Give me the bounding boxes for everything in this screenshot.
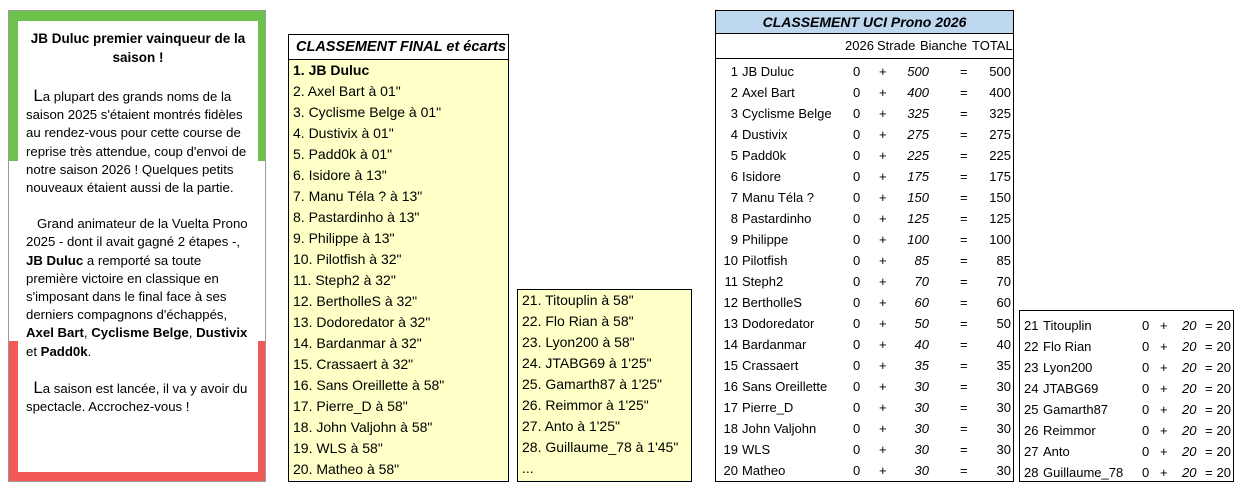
uci-cell-plus: + (879, 232, 887, 247)
final-ranking-row: 28. Guillaume_78 à 1'45" (522, 439, 679, 455)
uci-row (1020, 357, 1233, 378)
uci-cell-plus: + (1160, 402, 1168, 417)
uci-title: CLASSEMENT UCI Prono 2026 (716, 11, 1013, 34)
uci-cell-pts: 20 (1182, 339, 1197, 354)
uci-row (716, 376, 1013, 397)
uci-cell-eq: = (1205, 444, 1213, 459)
uci-row (716, 61, 1013, 82)
uci-cell-name: Gamarth87 (1043, 402, 1109, 417)
uci-cell-plus: + (1160, 318, 1168, 333)
uci-cell-rank: 28 (1024, 465, 1039, 480)
uci-cell-total: 20 (1216, 402, 1231, 417)
uci-cell-pts: 275 (907, 127, 929, 142)
final-ranking-row: 21. Titouplin à 58" (522, 292, 634, 308)
p2-name-dustivix: Dustivix (196, 325, 248, 341)
uci-cell-eq: = (1205, 360, 1213, 375)
p2-text-g: , (188, 325, 197, 341)
uci-cell-name: Reimmor (1043, 423, 1096, 438)
final-ranking-row: 6. Isidore à 13" (293, 167, 387, 183)
uci-cell-total: 35 (996, 358, 1011, 373)
uci-cell-total: 20 (1216, 339, 1231, 354)
uci-cell-name: Axel Bart (742, 85, 795, 100)
final-ranking-row: 12. BertholleS à 32" (293, 293, 418, 309)
uci-cell-rank: 14 (723, 337, 738, 352)
uci-cell-rank: 16 (723, 379, 738, 394)
uci-cell-name: JTABG69 (1043, 381, 1099, 396)
uci-cell-rank: 19 (723, 442, 738, 457)
uci-row (1020, 315, 1233, 336)
uci-cell-eq: = (1205, 339, 1213, 354)
uci-cell-plus: + (1160, 381, 1168, 396)
col-2026: 2026 (845, 38, 874, 53)
uci-row (716, 418, 1013, 439)
uci-cell-name: Sans Oreillette (742, 379, 828, 394)
uci-cell-name: Pastardinho (742, 211, 812, 226)
final-ranking-row: 11. Steph2 à 32" (293, 272, 396, 288)
final-ranking-row: 4. Dustivix à 01" (293, 125, 394, 141)
uci-row (716, 397, 1013, 418)
final-ranking-row: 9. Philippe à 13" (293, 230, 395, 246)
p2-text-i: et (26, 343, 41, 359)
final-ranking-row: 5. Padd0k à 01" (293, 146, 393, 162)
uci-cell-y: 0 (1142, 339, 1150, 354)
uci-cell-eq: = (960, 274, 968, 289)
story-paragraph-1-text: a plupart des grands noms de la saison 2025 s'étaient montrés fidèles au rendez-vous pour cette course de reprise très attendue, coup d'envoi de notre saison 2026 ! Quelques petits nouveaux étaient aussi de la partie. (26, 89, 247, 196)
p2-name-belge: Cyclisme Belge (91, 325, 189, 341)
uci-cell-name: Flo Rian (1043, 339, 1092, 354)
p2-name-padd0k: Padd0k (40, 343, 88, 359)
uci-cell-name: Guillaume_78 (1043, 465, 1124, 480)
uci-cell-pts: 20 (1182, 402, 1197, 417)
uci-cell-total: 275 (989, 127, 1011, 142)
final-ranking-row: 19. WLS à 58" (293, 440, 383, 456)
uci-cell-total: 40 (996, 337, 1011, 352)
col-bianche: Bianche (920, 38, 967, 53)
uci-cell-pts: 125 (907, 211, 929, 226)
uci-cell-total: 125 (989, 211, 1011, 226)
uci-cell-total: 30 (996, 421, 1011, 436)
uci-row (716, 208, 1013, 229)
uci-row (716, 313, 1013, 334)
uci-cell-total: 500 (989, 64, 1011, 79)
uci-row (716, 271, 1013, 292)
uci-cell-rank: 24 (1024, 381, 1039, 396)
uci-cell-y: 0 (853, 295, 861, 310)
uci-cell-plus: + (879, 400, 887, 415)
uci-cell-total: 20 (1216, 423, 1231, 438)
uci-row (1020, 336, 1233, 357)
uci-row (716, 229, 1013, 250)
uci-cell-eq: = (1205, 381, 1213, 396)
uci-cell-eq: = (960, 85, 968, 100)
final-ranking-row: 17. Pierre_D à 58" (293, 398, 408, 414)
uci-cell-pts: 40 (914, 337, 929, 352)
p2-name-bart: Axel Bart (26, 325, 84, 341)
uci-cell-pts: 60 (914, 295, 929, 310)
final-ranking-row: 27. Anto à 1'25" (522, 418, 620, 434)
story-paragraph-1 (26, 87, 250, 197)
final-ranking-title: CLASSEMENT FINAL et écarts (289, 35, 508, 60)
uci-cell-plus: + (879, 463, 887, 478)
uci-rows-continued (1020, 311, 1233, 483)
uci-cell-eq: = (960, 211, 968, 226)
final-ranking-row: 22. Flo Rian à 58" (522, 313, 634, 329)
uci-cell-eq: = (960, 421, 968, 436)
p2-text-a: Grand animateur de la Vuelta Prono 2025 - dont il avait gagné 2 étapes -, (26, 216, 248, 250)
uci-cell-y: 0 (853, 316, 861, 331)
uci-cell-plus: + (879, 442, 887, 457)
uci-row (716, 187, 1013, 208)
uci-cell-rank: 9 (730, 232, 738, 247)
uci-cell-plus: + (879, 211, 887, 226)
p2-text-c: a remporté sa toute première victoire en classique en s'imposant dans le final face à ses derniers compagnons d'échappés, (26, 252, 228, 323)
uci-cell-name: Bardanmar (742, 337, 807, 352)
uci-cell-total: 20 (1216, 318, 1231, 333)
uci-cell-rank: 5 (730, 148, 738, 163)
final-ranking-row: 3. Cyclisme Belge à 01" (293, 104, 442, 120)
uci-cell-pts: 20 (1182, 360, 1197, 375)
uci-cell-eq: = (1205, 465, 1213, 480)
uci-cell-name: Steph2 (742, 274, 784, 289)
uci-cell-name: Padd0k (742, 148, 787, 163)
uci-cell-rank: 6 (730, 169, 738, 184)
uci-cell-plus: + (879, 85, 887, 100)
final-ranking-row: ... (522, 460, 534, 476)
uci-cell-y: 0 (853, 211, 861, 226)
uci-row (716, 439, 1013, 460)
uci-cell-eq: = (960, 106, 968, 121)
uci-cell-total: 225 (989, 148, 1011, 163)
story-title: JB Duluc premier vainqueur de la saison ! (30, 31, 246, 65)
uci-cell-total: 30 (996, 442, 1011, 457)
story-body (18, 21, 258, 472)
uci-cell-name: Pierre_D (742, 400, 794, 415)
uci-cell-plus: + (1160, 339, 1168, 354)
uci-cell-y: 0 (1142, 318, 1150, 333)
uci-cell-y: 0 (853, 127, 861, 142)
uci-cell-pts: 30 (914, 442, 929, 457)
uci-cell-name: Titouplin (1043, 318, 1092, 333)
uci-cell-plus: + (879, 358, 887, 373)
uci-cell-plus: + (879, 190, 887, 205)
uci-cell-name: Isidore (742, 169, 782, 184)
uci-cell-y: 0 (853, 232, 861, 247)
uci-rows (716, 59, 1013, 481)
uci-cell-total: 60 (996, 295, 1011, 310)
uci-cell-rank: 22 (1024, 339, 1039, 354)
uci-cell-total: 30 (996, 400, 1011, 415)
uci-cell-total: 30 (996, 463, 1011, 478)
uci-cell-y: 0 (853, 169, 861, 184)
final-ranking-row: 14. Bardanmar à 32" (293, 335, 422, 351)
uci-cell-name: JB Duluc (742, 64, 795, 79)
uci-cell-y: 0 (853, 106, 861, 121)
story-panel (8, 10, 266, 482)
uci-cell-plus: + (1160, 360, 1168, 375)
uci-row (716, 82, 1013, 103)
final-ranking-row: 7. Manu Téla ? à 13" (293, 188, 423, 204)
uci-cell-rank: 2 (730, 85, 738, 100)
uci-cell-name: Crassaert (742, 358, 799, 373)
uci-row (716, 355, 1013, 376)
uci-cell-rank: 1 (730, 64, 738, 79)
final-ranking-row: 25. Gamarth87 à 1'25" (522, 376, 662, 392)
uci-cell-total: 50 (996, 316, 1011, 331)
uci-row (1020, 378, 1233, 399)
final-ranking-row: 1. JB Duluc (293, 62, 370, 78)
uci-cell-pts: 20 (1182, 381, 1197, 396)
uci-cell-plus: + (879, 169, 887, 184)
uci-cell-y: 0 (1142, 465, 1150, 480)
uci-cell-y: 0 (853, 358, 861, 373)
uci-cell-plus: + (879, 421, 887, 436)
uci-cell-rank: 20 (723, 463, 738, 478)
uci-row (716, 250, 1013, 271)
uci-cell-rank: 21 (1024, 318, 1039, 333)
story-paragraph-3-text: a saison est lancée, il va y avoir du spectacle. Accrochez-vous ! (26, 380, 248, 415)
uci-cell-pts: 35 (914, 358, 929, 373)
final-ranking-row: 10. Pilotfish à 32" (293, 251, 402, 267)
uci-cell-pts: 400 (907, 85, 929, 100)
final-ranking-row: 16. Sans Oreillette à 58" (293, 377, 445, 393)
uci-cell-eq: = (960, 295, 968, 310)
uci-cell-total: 20 (1216, 381, 1231, 396)
uci-cell-name: Pilotfish (742, 253, 788, 268)
uci-cell-total: 20 (1216, 360, 1231, 375)
uci-row (1020, 399, 1233, 420)
story-paragraph-3 (26, 379, 250, 416)
uci-cell-pts: 85 (914, 253, 929, 268)
uci-cell-rank: 25 (1024, 402, 1039, 417)
uci-cell-y: 0 (853, 190, 861, 205)
uci-cell-rank: 17 (723, 400, 738, 415)
uci-cell-rank: 18 (723, 421, 738, 436)
uci-cell-eq: = (960, 232, 968, 247)
uci-cell-name: Matheo (742, 463, 786, 478)
uci-cell-plus: + (879, 316, 887, 331)
uci-cell-y: 0 (853, 274, 861, 289)
uci-cell-eq: = (960, 148, 968, 163)
uci-cell-y: 0 (853, 463, 861, 478)
uci-cell-name: Anto (1043, 444, 1070, 459)
uci-cell-rank: 3 (730, 106, 738, 121)
final-ranking-row: 8. Pastardinho à 13" (293, 209, 420, 225)
uci-cell-eq: = (960, 253, 968, 268)
uci-cell-pts: 20 (1182, 318, 1197, 333)
uci-cell-rank: 23 (1024, 360, 1039, 375)
uci-cell-rank: 12 (723, 295, 738, 310)
uci-cell-plus: + (1160, 465, 1168, 480)
uci-cell-eq: = (960, 190, 968, 205)
uci-cell-plus: + (879, 148, 887, 163)
uci-cell-pts: 225 (907, 148, 929, 163)
uci-cell-pts: 150 (907, 190, 929, 205)
uci-cell-pts: 175 (907, 169, 929, 184)
uci-cell-plus: + (879, 106, 887, 121)
uci-cell-y: 0 (853, 64, 861, 79)
uci-cell-eq: = (960, 379, 968, 394)
uci-cell-name: Cyclisme Belge (742, 106, 832, 121)
final-ranking-row: 23. Lyon200 à 58" (522, 334, 635, 350)
uci-cell-eq: = (960, 316, 968, 331)
uci-cell-eq: = (1205, 402, 1213, 417)
uci-cell-name: Philippe (742, 232, 789, 247)
final-ranking-row: 24. JTABG69 à 1'25" (522, 355, 652, 371)
uci-cell-pts: 100 (907, 232, 929, 247)
uci-cell-eq: = (960, 358, 968, 373)
uci-column-headers (716, 34, 1013, 59)
uci-ranking-table (715, 10, 1014, 482)
uci-cell-total: 70 (996, 274, 1011, 289)
final-ranking-row: 13. Dodoredator à 32" (293, 314, 431, 330)
col-strade: Strade (877, 38, 916, 53)
uci-cell-y: 0 (853, 400, 861, 415)
uci-cell-y: 0 (853, 85, 861, 100)
uci-cell-y: 0 (853, 421, 861, 436)
uci-cell-name: Dodoredator (742, 316, 815, 331)
uci-cell-total: 85 (996, 253, 1011, 268)
uci-cell-rank: 11 (724, 274, 738, 289)
uci-row (716, 460, 1013, 481)
final-ranking-row: 20. Matheo à 58" (293, 461, 400, 477)
uci-cell-pts: 30 (914, 400, 929, 415)
uci-cell-eq: = (960, 337, 968, 352)
uci-cell-plus: + (879, 337, 887, 352)
uci-cell-y: 0 (1142, 444, 1150, 459)
uci-cell-name: John Valjohn (742, 421, 817, 436)
uci-cell-eq: = (960, 400, 968, 415)
col-total: TOTAL (972, 38, 1013, 53)
uci-cell-rank: 26 (1024, 423, 1039, 438)
uci-cell-eq: = (960, 64, 968, 79)
uci-cell-eq: = (1205, 423, 1213, 438)
uci-cell-pts: 20 (1182, 444, 1197, 459)
uci-cell-name: Lyon200 (1043, 360, 1093, 375)
uci-cell-rank: 8 (730, 211, 738, 226)
uci-ranking-continued (1019, 310, 1234, 482)
uci-cell-plus: + (879, 295, 887, 310)
uci-cell-pts: 500 (907, 64, 929, 79)
uci-row (716, 124, 1013, 145)
uci-cell-pts: 30 (914, 379, 929, 394)
uci-cell-eq: = (960, 463, 968, 478)
uci-cell-y: 0 (853, 379, 861, 394)
uci-row (1020, 441, 1233, 462)
uci-cell-plus: + (1160, 423, 1168, 438)
uci-cell-plus: + (879, 64, 887, 79)
uci-cell-total: 30 (996, 379, 1011, 394)
uci-cell-total: 20 (1216, 444, 1231, 459)
uci-row (716, 145, 1013, 166)
uci-cell-pts: 20 (1182, 465, 1197, 480)
final-ranking-row: 2. Axel Bart à 01" (293, 83, 401, 99)
uci-cell-rank: 27 (1024, 444, 1039, 459)
uci-cell-eq: = (960, 127, 968, 142)
uci-row (716, 292, 1013, 313)
uci-cell-y: 0 (1142, 381, 1150, 396)
uci-cell-pts: 50 (914, 316, 929, 331)
uci-cell-pts: 20 (1182, 423, 1197, 438)
uci-cell-name: WLS (742, 442, 771, 457)
uci-cell-name: Manu Téla ? (742, 190, 815, 205)
uci-cell-plus: + (879, 274, 887, 289)
p2-name-duluc: JB Duluc (26, 252, 84, 268)
uci-cell-rank: 13 (723, 316, 738, 331)
uci-cell-total: 150 (989, 190, 1011, 205)
uci-cell-name: Dustivix (742, 127, 788, 142)
uci-cell-total: 20 (1216, 465, 1231, 480)
uci-cell-pts: 325 (907, 106, 929, 121)
uci-cell-plus: + (879, 253, 887, 268)
uci-cell-plus: + (879, 379, 887, 394)
uci-cell-y: 0 (1142, 360, 1150, 375)
uci-cell-y: 0 (853, 337, 861, 352)
uci-cell-pts: 70 (914, 274, 929, 289)
uci-cell-y: 0 (853, 442, 861, 457)
uci-cell-plus: + (879, 127, 887, 142)
uci-cell-name: BertholleS (742, 295, 802, 310)
uci-cell-total: 175 (989, 169, 1011, 184)
uci-cell-rank: 10 (723, 253, 738, 268)
uci-cell-rank: 7 (730, 190, 738, 205)
uci-cell-plus: + (1160, 444, 1168, 459)
uci-row (716, 166, 1013, 187)
uci-row (716, 103, 1013, 124)
story-paragraph-2 (26, 215, 250, 361)
uci-cell-rank: 15 (723, 358, 738, 373)
final-ranking-row: 18. John Valjohn à 58" (293, 419, 433, 435)
uci-cell-total: 100 (989, 232, 1011, 247)
uci-cell-rank: 4 (730, 127, 738, 142)
uci-cell-y: 0 (1142, 402, 1150, 417)
final-ranking-row: 26. Reimmor à 1'25" (522, 397, 649, 413)
final-ranking-table (288, 34, 509, 482)
uci-cell-y: 0 (853, 148, 861, 163)
uci-cell-eq: = (960, 442, 968, 457)
dropcap-3: L (33, 377, 43, 397)
dropcap-1: L (33, 86, 43, 105)
final-ranking-continued (517, 289, 692, 482)
uci-cell-pts: 30 (914, 421, 929, 436)
uci-row (1020, 462, 1233, 483)
uci-cell-y: 0 (1142, 423, 1150, 438)
final-ranking-list (289, 60, 508, 480)
uci-row (1020, 420, 1233, 441)
uci-cell-total: 400 (989, 85, 1011, 100)
p2-text-k: . (87, 343, 92, 359)
uci-cell-y: 0 (853, 253, 861, 268)
uci-cell-total: 325 (989, 106, 1011, 121)
uci-cell-pts: 30 (914, 463, 929, 478)
uci-row (716, 334, 1013, 355)
uci-cell-eq: = (960, 169, 968, 184)
final-ranking-row: 15. Crassaert à 32" (293, 356, 414, 372)
uci-cell-eq: = (1205, 318, 1213, 333)
p2-text-e: , (83, 325, 92, 341)
